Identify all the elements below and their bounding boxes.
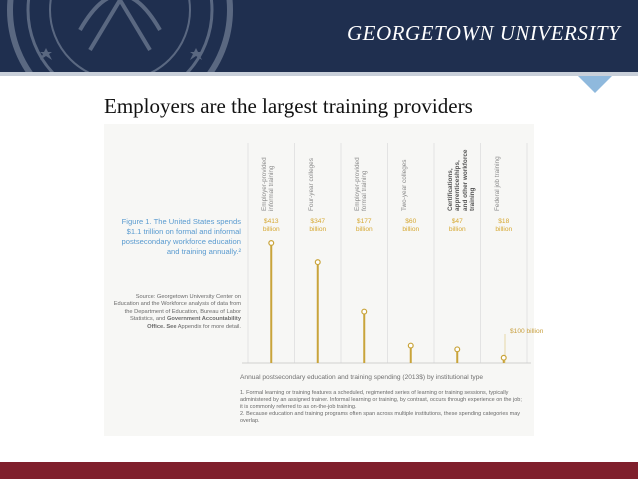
value-unit: billion (495, 226, 513, 233)
value-label-5 (481, 218, 527, 234)
scale-label: $100 billion (510, 328, 544, 335)
category-label-4: Certifications, apprenticeships, and other workforce training (447, 149, 477, 211)
value-unit: billion (262, 226, 280, 233)
source-bold-text: Government Accountability Office. See (147, 316, 241, 330)
category-label-3: Two-year colleges (400, 159, 408, 211)
footnote-1: 1. Formal learning or training features a scheduled, regimented series of learning or training sessions, typically administered by an assigned trainer. Informal learning or training, by contrast, occurs through experience on the job; it is commonly referred to as on-the-job training. (240, 390, 522, 410)
category-label-1: Four-year colleges (307, 158, 315, 211)
figure-caption: Figure 1. The United States spends $1.1 trillion on formal and informal postsecondary workforce education and training annually.² (121, 217, 241, 256)
value-unit: billion (448, 226, 466, 233)
value-amount: $347 (310, 218, 326, 225)
bar-cap-0 (269, 241, 274, 246)
value-unit: billion (355, 226, 373, 233)
bar-cap-1 (315, 260, 320, 265)
brand-wordmark: GEORGETOWN UNIVERSITY (347, 21, 621, 45)
footer-band (0, 462, 638, 479)
value-amount: $60 (405, 218, 417, 225)
value-unit: billion (402, 226, 420, 233)
value-amount: $18 (498, 218, 510, 225)
value-label-2 (341, 218, 387, 234)
value-amount: $47 (451, 218, 463, 225)
source-text: Source: Georgetown University Center on Education and the Workforce analysis of data from the Department of Education, Bureau of Labor Statistics, and (113, 294, 241, 323)
x-axis-title: Annual postsecondary education and training spending (2013$) by institutional type (240, 374, 484, 381)
bar-cap-3 (408, 343, 413, 348)
value-unit: billion (309, 226, 327, 233)
slide-title: Employers are the largest training providers (104, 94, 473, 118)
footnotes (240, 390, 526, 425)
category-label-2: Employer-provided formal training (354, 157, 369, 211)
value-amount: $413 (263, 218, 279, 225)
value-label-3 (388, 218, 434, 234)
value-amount: $177 (356, 218, 372, 225)
source-suffix-text: Appendix for more detail. (176, 323, 241, 330)
bar-cap-2 (362, 309, 367, 314)
bar-cap-4 (455, 347, 460, 352)
category-label-5: Federal job training (493, 156, 501, 211)
value-label-0 (248, 218, 294, 234)
value-label-4 (434, 218, 480, 234)
category-label-0: Employer-provided informal training (261, 157, 276, 211)
bar-cap-5 (501, 355, 506, 360)
value-label-1 (295, 218, 341, 234)
footnote-2: 2. Because education and training programs often span across multiple institutions, these spending categories may overlap. (240, 411, 521, 424)
